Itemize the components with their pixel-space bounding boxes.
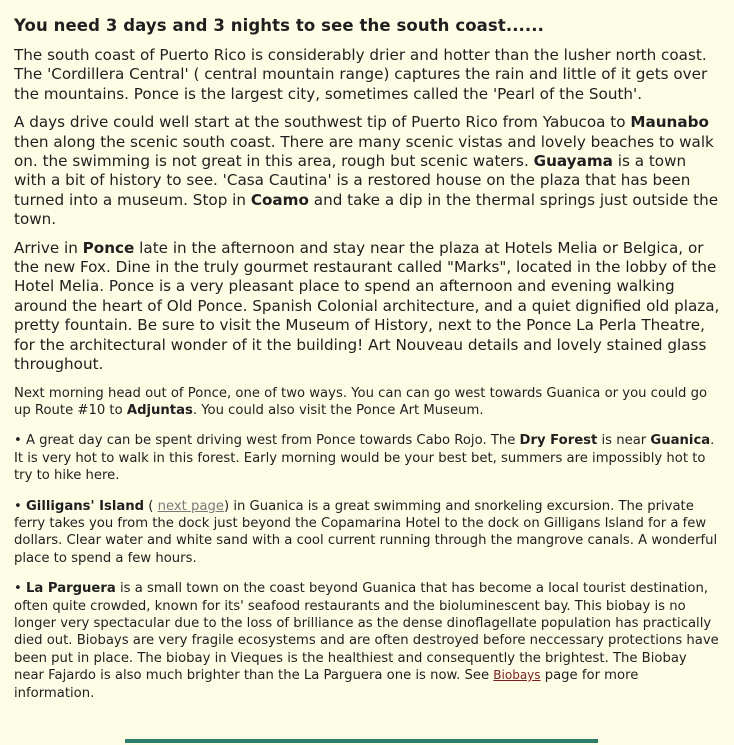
text-span: A days drive could well start at the southwest tip of Puerto Rico from Yabucoa to bbox=[14, 113, 631, 132]
text-span: late in the afternoon and stay near the plaza at Hotels Melia or Belgica, or the new Fox. Dine in the truly gourmet restaurant called "Marks", located in the lobby of the Hotel Melia. Ponce is a very pleasant place to spend an afternoon and evening walking around the heart of Old Ponce. Spanish Colonial architecture, and a quiet dignified old plaza, pretty fountain. Be sure to visit the Museum of History, next to the Ponce La Perla Theatre, for the architectural wonder of it the building! Art Nouveau details and lovely stained glass throughout. bbox=[14, 238, 720, 374]
text-span: page for more information. bbox=[14, 668, 639, 701]
text-span: . You could also visit the Ponce Art Museum. bbox=[192, 402, 484, 418]
next-morning-paragraph bbox=[14, 385, 720, 420]
place-adjuntas: Adjuntas bbox=[126, 402, 193, 418]
place-la-parguera: La Parguera bbox=[25, 581, 116, 597]
text-span: is a town with a bit of history to see. 'Casa Cautina' is a restored house on the plaza that has been turned into a museum. Stop in bbox=[14, 152, 691, 209]
text-span: and take a dip in the thermal springs just outside the town. bbox=[14, 190, 719, 229]
text-span: • A great day can be spent driving west from Ponce towards Cabo Rojo. The bbox=[14, 433, 520, 449]
text-span: then along the scenic south coast. There are many scenic vistas and lovely beaches to walk on. the swimming is not great in this area, rough but scenic waters. bbox=[14, 132, 714, 171]
text-span: Arrive in bbox=[14, 238, 83, 257]
next-page-link[interactable]: next page bbox=[157, 498, 224, 514]
divider-rule bbox=[125, 739, 598, 743]
text-span: is near bbox=[597, 433, 651, 449]
place-guanica: Guanica bbox=[650, 433, 711, 449]
intro-paragraph: The south coast of Puerto Rico is considerably drier and hotter than the lusher north coast. The 'Cordillera Central' ( central mountain range) captures the rain and little of it gets over the mountains. Ponce is the largest city, sometimes called the 'Pearl of the South'. bbox=[14, 46, 708, 103]
dry-forest-bullet bbox=[14, 432, 720, 484]
place-gilligans-island: Gilligans' Island bbox=[25, 498, 145, 514]
text-span: . It is very hot to walk in this forest. Early morning would be your best bet, summers are impossibly hot to try to hike here. bbox=[14, 433, 715, 484]
gilligans-island-bullet bbox=[14, 498, 720, 568]
place-coamo: Coamo bbox=[250, 190, 309, 209]
text-span: is a small town on the coast beyond Guanica that has become a local tourist destination, often quite crowded, known for its' seafood restaurants and the bioluminescent bay. This biobay is no longer very spectacular due to the loss of brilliance as the dense dinoflagellate population has practically died out. Biobays are very fragile ecosystems and are often destroyed before neccessary protections have been put in place. The biobay in Vieques is the healthiest and consequently the brightest. The Biobay near Fajardo is also much brighter than the La Parguera one is now. See bbox=[14, 581, 719, 684]
ponce-paragraph bbox=[14, 239, 720, 375]
la-parguera-bullet bbox=[14, 580, 720, 702]
drive-paragraph bbox=[14, 113, 720, 229]
bullet: • bbox=[14, 581, 26, 597]
text-span: ( bbox=[144, 498, 158, 514]
place-maunabo: Maunabo bbox=[630, 113, 709, 132]
place-dry-forest: Dry Forest bbox=[519, 433, 598, 449]
text-span: ) in Guanica is a great swimming and snorkeling excursion. The private ferry takes you from the dock just beyond the Copamarina Hotel to the dock on Gilligans Island for a few dollars. Clear water and white sand with a cool current running through the mangrove canals. A wonderful place to spend a few hours. bbox=[14, 498, 718, 566]
page-title: You need 3 days and 3 nights to see the south coast...... bbox=[14, 16, 545, 35]
text-span: Next morning head out of Ponce, one of two ways. You can can go west towards Guanica or you could go up Route #10 to bbox=[14, 385, 708, 418]
bullet: • bbox=[14, 498, 26, 514]
biobays-link[interactable]: Biobays bbox=[493, 668, 541, 683]
place-guayama: Guayama bbox=[533, 152, 613, 171]
place-ponce: Ponce bbox=[82, 238, 135, 257]
